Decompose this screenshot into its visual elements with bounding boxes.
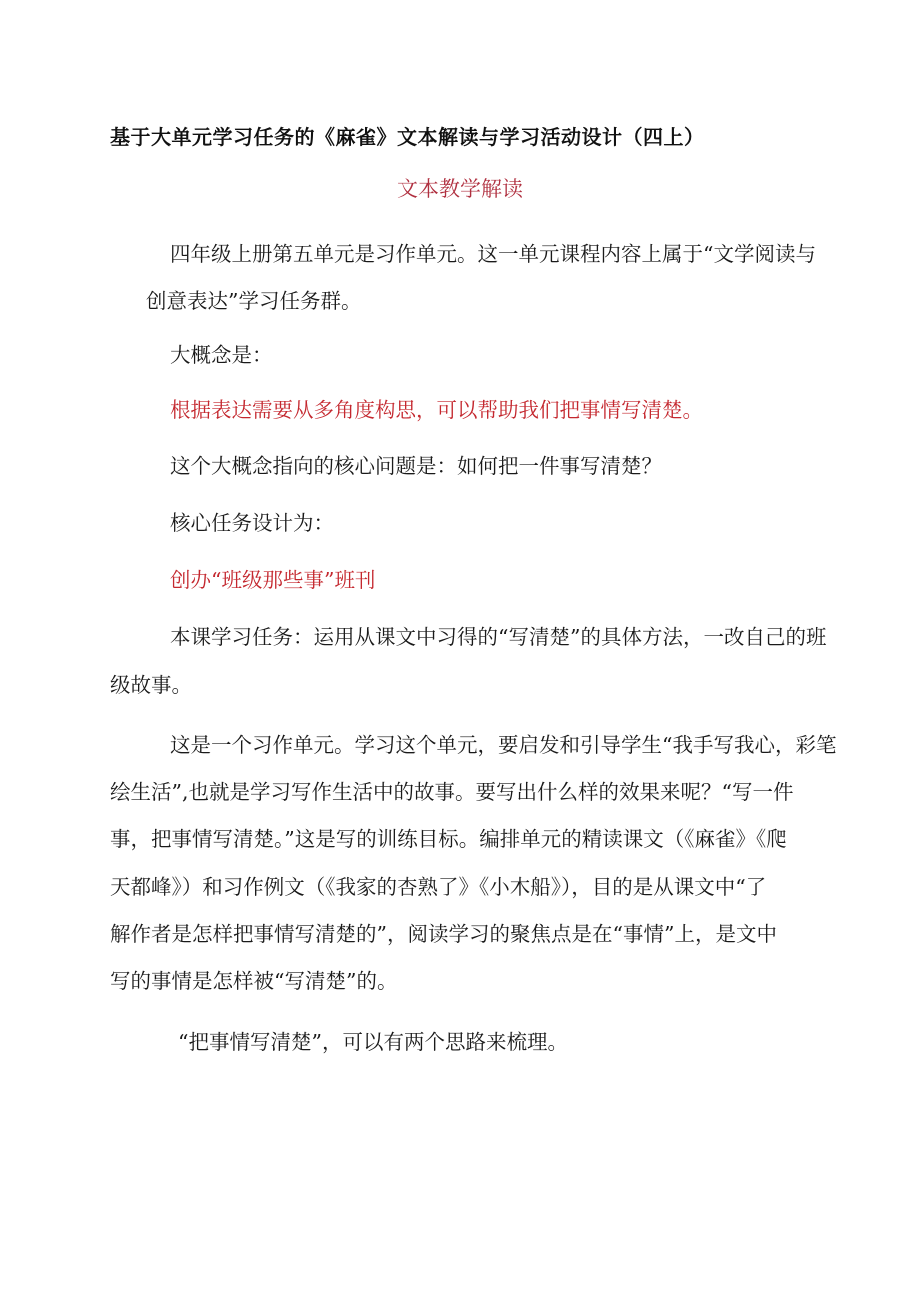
big-concept-statement: 根据表达需要从多角度构思，可以帮助我们把事情写清楚。 — [170, 398, 703, 422]
unit-description-line-3: 事，把事情写清楚。”这是写的训练目标。编排单元的精读课文（《麻雀》《爬 — [110, 827, 787, 851]
unit-description-line-2: 绘生活”,也就是学习写作生活中的故事。要写出什么样的效果来呢？“写一件 — [110, 780, 794, 804]
document-subtitle: 文本教学解读 — [397, 177, 523, 201]
core-task-label: 核心任务设计为： — [170, 511, 334, 535]
unit-description-line-5: 解作者是怎样把事情写清楚的”，阅读学习的聚焦点是在“事情”上，是文中 — [110, 922, 777, 946]
unit-description-line-6: 写的事情是怎样被“写清楚”的。 — [110, 969, 398, 993]
closing-paragraph: “把事情写清楚”，可以有两个思路来梳理。 — [178, 1030, 568, 1054]
document-title: 基于大单元学习任务的《麻雀》文本解读与学习活动设计（四上） — [110, 125, 705, 149]
big-concept-label: 大概念是： — [170, 343, 273, 367]
paragraph-1-line-2: 创意表达”学习任务群。 — [146, 289, 362, 313]
paragraph-1-line-1: 四年级上册第五单元是习作单元。这一单元课程内容上属于“文学阅读与 — [170, 242, 816, 266]
unit-description-line-4: 天都峰》）和习作例文（《我家的杏熟了》《小木船》），目的是从课文中“了 — [110, 875, 767, 899]
core-question: 这个大概念指向的核心问题是：如何把一件事写清楚？ — [170, 454, 662, 478]
lesson-task-line-1: 本课学习任务：运用从课文中习得的“写清楚”的具体方法，一改自己的班 — [170, 625, 827, 649]
lesson-task-line-2: 级故事。 — [110, 673, 192, 697]
core-task-statement: 创办“班级那些事”班刊 — [170, 568, 376, 592]
unit-description-line-1: 这是一个习作单元。学习这个单元，要启发和引导学生“我手写我心，彩笔 — [170, 733, 837, 757]
